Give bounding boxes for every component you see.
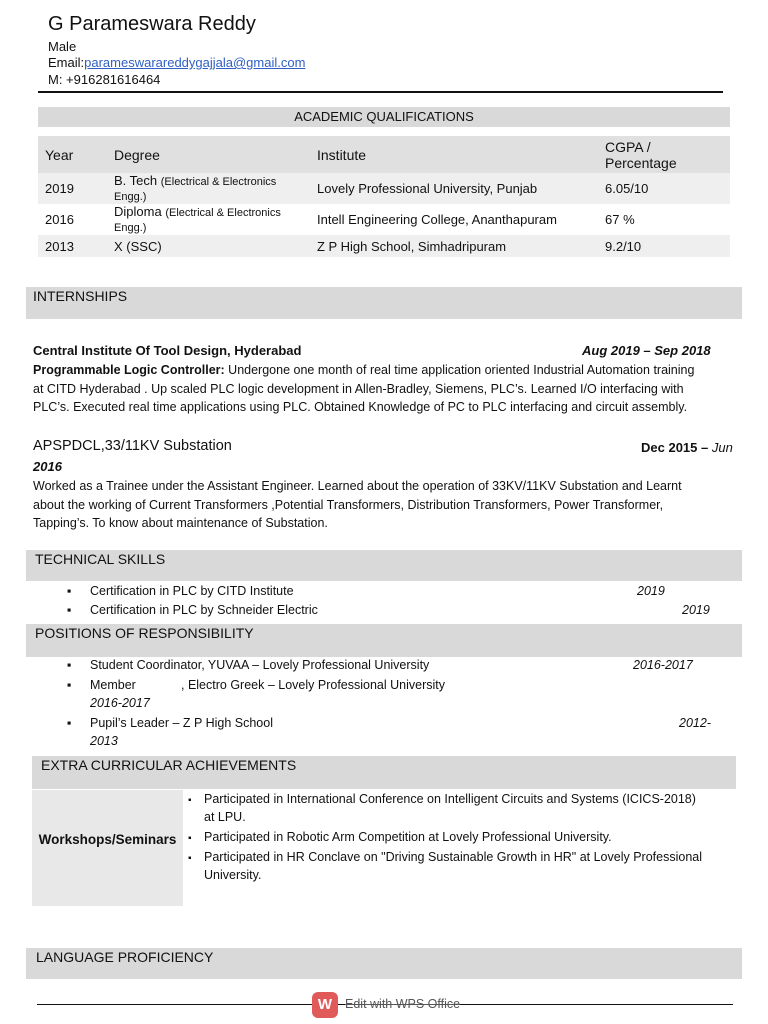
position-item-b: , Electro Greek – Lovely Professional University: [181, 678, 445, 692]
table-row: [38, 235, 730, 257]
skill-year: 2019: [682, 603, 710, 617]
skill-year: 2019: [637, 584, 665, 598]
internship-dates-2-year: 2016: [33, 459, 62, 474]
row-score: 6.05/10: [598, 173, 730, 204]
bullet-icon: ▪: [67, 678, 72, 692]
extra-title: EXTRA CURRICULAR ACHIEVEMENTS: [41, 757, 297, 773]
internships-band: [26, 287, 742, 319]
bullet-icon: ▪: [67, 716, 72, 730]
academic-table: [38, 136, 730, 257]
col-score: [598, 136, 730, 173]
extra-item: Participated in International Conference on Intelligent Circuits and Systems (ICICS-2018): [204, 792, 696, 806]
degree-name: Diploma: [114, 203, 162, 219]
workshops-label-cell: [32, 790, 183, 906]
row-institute: Z P High School, Simhadripuram: [310, 235, 598, 257]
internship-dates-2: [641, 440, 733, 455]
col-year: Year: [38, 136, 107, 173]
internship-line: Undergone one month of real time application oriented Industrial Automation training: [224, 363, 695, 377]
col-score-line1: CGPA /: [605, 138, 651, 155]
table-row: [38, 204, 730, 235]
degree-detail: (Electrical & Electronics: [160, 175, 277, 188]
bullet-icon: ▪: [188, 853, 192, 864]
dates-start: Dec 2015: [641, 440, 698, 455]
row-year: 2016: [38, 204, 107, 235]
internship-line: PLC’s. Executed real time applications using PLC. Obtained Knowledge of PC to PLC interfacing and circuit assembly.: [33, 400, 688, 414]
position-year: 2016-2017: [90, 696, 150, 710]
email-line: [48, 55, 305, 71]
email-label: Email:: [48, 55, 85, 70]
position-item-a: Member: [90, 678, 136, 692]
row-year: 2019: [38, 173, 107, 204]
extra-item: Participated in Robotic Arm Competition at Lovely Professional University.: [204, 830, 612, 844]
row-score: 9.2/10: [598, 235, 730, 257]
col-institute: Institute: [310, 136, 598, 173]
position-year-end: 2013: [90, 734, 118, 748]
table-row: [38, 173, 730, 204]
wps-edit-link[interactable]: Edit with WPS Office: [345, 997, 461, 1011]
row-degree: X (SSC): [107, 235, 310, 257]
row-institute: Intell Engineering College, Ananthapuram: [310, 204, 598, 235]
dates-dash: –: [701, 440, 709, 455]
bullet-icon: ▪: [188, 833, 192, 844]
col-score-line2: Percentage: [605, 154, 677, 171]
internship-line: about the working of Current Transformers ,Potential Transformers, Distribution Transformers, Power Transformer,: [33, 497, 664, 512]
position-item: Student Coordinator, YUVAA – Lovely Professional University: [90, 658, 430, 672]
candidate-name: G Parameswara Reddy: [48, 13, 256, 35]
bullet-icon: ▪: [67, 603, 72, 617]
degree-name: B. Tech: [114, 172, 158, 188]
internship-dates-1: Aug 2019 – Sep 2018: [582, 343, 711, 358]
skill-item: Certification in PLC by CITD Institute: [90, 584, 294, 598]
internship-org-1: Central Institute Of Tool Design, Hyderabad: [33, 343, 302, 358]
bullet-icon: ▪: [67, 584, 72, 598]
positions-title: POSITIONS OF RESPONSIBILITY: [35, 625, 254, 641]
row-degree: [107, 173, 310, 204]
internship-line: Tapping’s. To know about maintenance of Substation.: [33, 516, 328, 530]
skill-item: Certification in PLC by Schneider Electric: [90, 603, 318, 617]
internship-org-2: APSPDCL,33/11KV Substation: [33, 438, 232, 454]
wps-logo-icon[interactable]: W: [312, 992, 338, 1018]
row-degree: [107, 204, 310, 235]
header-divider: [38, 91, 723, 93]
position-item: Pupil’s Leader – Z P High School: [90, 716, 273, 730]
internship-line: at CITD Hyderabad . Up scaled PLC logic development in Allen-Bradley, Siemens, PLC’s. Learned I/O interfacing with: [33, 381, 684, 396]
language-title: LANGUAGE PROFICIENCY: [36, 949, 214, 965]
technical-title: TECHNICAL SKILLS: [35, 551, 166, 567]
internship-line: Worked as a Trainee under the Assistant Engineer. Learned about the operation of 33KV/11KV Substation and Learnt: [33, 479, 682, 493]
extra-item-cont: at LPU.: [204, 810, 246, 824]
dates-end: Jun: [711, 440, 733, 455]
table-header-row: [38, 136, 730, 173]
academic-title: ACADEMIC QUALIFICATIONS: [294, 109, 474, 124]
bullet-icon: ▪: [67, 658, 72, 672]
workshops-label: Workshops/Seminars: [38, 832, 177, 847]
internships-title: INTERNSHIPS: [33, 288, 128, 304]
position-year: 2016-2017: [633, 658, 693, 672]
degree-detail: (Electrical & Electronics: [165, 206, 281, 219]
gender: Male: [48, 39, 77, 54]
internship-desc-2: [33, 477, 736, 533]
bullet-icon: ▪: [188, 795, 192, 806]
extra-item-cont: University.: [204, 868, 262, 882]
internship-desc-1: [33, 361, 736, 417]
mobile: M: +916281616464: [48, 72, 161, 87]
col-degree: Degree: [107, 136, 310, 173]
row-year: 2013: [38, 235, 107, 257]
row-score: 67 %: [598, 204, 730, 235]
degree-detail-2: Engg.): [114, 221, 147, 234]
email-link[interactable]: parameswarareddygajjala@gmail.com: [84, 55, 306, 70]
position-year-start: 2012-: [679, 716, 711, 730]
internship-lead-1: Programmable Logic Controller:: [33, 363, 225, 377]
row-institute: Lovely Professional University, Punjab: [310, 173, 598, 204]
extra-item: Participated in HR Conclave on "Driving Sustainable Growth in HR" at Lovely Professional: [204, 850, 702, 864]
degree-detail-2: Engg.): [114, 190, 147, 203]
